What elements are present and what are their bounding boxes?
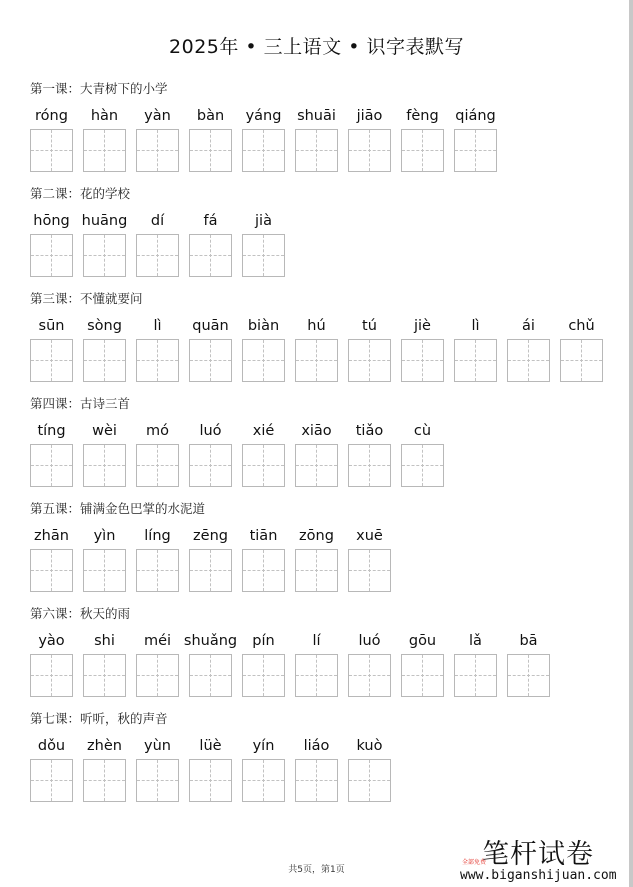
pinyin-label: lì <box>153 318 162 334</box>
pinyin-label: huāng <box>81 213 128 229</box>
tianzige-writing-box[interactable] <box>83 654 126 697</box>
tianzige-writing-box[interactable] <box>30 339 73 382</box>
tianzige-writing-box[interactable] <box>189 759 232 802</box>
pinyin-label: bàn <box>196 108 225 124</box>
tianzige-writing-box[interactable] <box>454 129 497 172</box>
tianzige-writing-box[interactable] <box>295 339 338 382</box>
pinyin-label: xiāo <box>301 423 332 439</box>
pinyin-label: dí <box>150 213 165 229</box>
tianzige-writing-box[interactable] <box>242 129 285 172</box>
tianzige-writing-box[interactable] <box>242 339 285 382</box>
grid-guide-vertical <box>528 340 529 381</box>
grid-guide-vertical <box>51 340 52 381</box>
tianzige-writing-box[interactable] <box>401 129 444 172</box>
grid-guide-vertical <box>104 655 105 696</box>
tianzige-writing-box[interactable] <box>83 234 126 277</box>
brand-url: www.biganshijuan.com <box>460 868 617 883</box>
lesson-section <box>30 80 496 178</box>
grid-guide-vertical <box>422 655 423 696</box>
grid-guide-vertical <box>157 445 158 486</box>
pinyin-label: biàn <box>247 318 280 334</box>
tianzige-writing-box[interactable] <box>295 444 338 487</box>
tianzige-writing-box[interactable] <box>189 339 232 382</box>
grid-guide-vertical <box>51 445 52 486</box>
pinyin-label: yàn <box>144 108 171 124</box>
brand-watermark <box>460 832 630 887</box>
tianzige-writing-box[interactable] <box>295 759 338 802</box>
pinyin-label: fèng <box>406 108 439 124</box>
tianzige-writing-box[interactable] <box>242 759 285 802</box>
pinyin-label: xié <box>252 423 275 439</box>
tianzige-writing-box[interactable] <box>136 339 179 382</box>
pinyin-label: luó <box>358 633 381 649</box>
grid-guide-vertical <box>263 550 264 591</box>
page-number: 共5页，第1页 <box>288 865 345 875</box>
pinyin-label: gōu <box>408 633 437 649</box>
tianzige-writing-box[interactable] <box>242 444 285 487</box>
tianzige-writing-box[interactable] <box>295 129 338 172</box>
tianzige-writing-box[interactable] <box>30 654 73 697</box>
grid-guide-vertical <box>528 655 529 696</box>
grid-guide-vertical <box>104 235 105 276</box>
tianzige-writing-box[interactable] <box>83 129 126 172</box>
tianzige-writing-box[interactable] <box>83 444 126 487</box>
grid-guide-vertical <box>210 340 211 381</box>
grid-guide-vertical <box>210 550 211 591</box>
tianzige-writing-box[interactable] <box>348 654 391 697</box>
pinyin-label: tiān <box>249 528 278 544</box>
grid-guide-vertical <box>51 760 52 801</box>
grid-guide-vertical <box>157 550 158 591</box>
grid-guide-vertical <box>369 760 370 801</box>
pinyin-label: yào <box>38 633 65 649</box>
grid-guide-vertical <box>157 340 158 381</box>
pinyin-label: jià <box>255 213 272 229</box>
grid-guide-vertical <box>316 760 317 801</box>
tianzige-writing-box[interactable] <box>242 654 285 697</box>
grid-guide-vertical <box>475 655 476 696</box>
lesson-heading: 第六课：秋天的雨 <box>30 606 131 621</box>
pinyin-label: yáng <box>245 108 282 124</box>
grid-guide-vertical <box>157 655 158 696</box>
lesson-heading: 第五课：铺满金色巴掌的水泥道 <box>30 501 206 516</box>
tianzige-writing-box[interactable] <box>189 549 232 592</box>
pinyin-label: zōng <box>299 528 334 544</box>
grid-guide-vertical <box>104 445 105 486</box>
lesson-section <box>30 605 538 703</box>
tianzige-writing-box[interactable] <box>401 444 444 487</box>
character-grid-row <box>30 518 383 598</box>
pinyin-label: wèi <box>92 423 117 439</box>
grid-guide-vertical <box>316 655 317 696</box>
pinyin-label: fá <box>203 213 218 229</box>
grid-guide-vertical <box>369 550 370 591</box>
lesson-section <box>30 395 432 493</box>
tianzige-writing-box[interactable] <box>348 129 391 172</box>
tianzige-writing-box[interactable] <box>189 444 232 487</box>
tianzige-writing-box[interactable] <box>242 549 285 592</box>
tianzige-writing-box[interactable] <box>136 444 179 487</box>
grid-guide-vertical <box>157 235 158 276</box>
pinyin-label: zhèn <box>87 738 122 754</box>
pinyin-label: ái <box>522 318 535 334</box>
tianzige-writing-box[interactable] <box>348 759 391 802</box>
pinyin-label: líng <box>144 528 171 544</box>
pinyin-label: dǒu <box>37 738 66 754</box>
lesson-section <box>30 290 595 388</box>
grid-guide-vertical <box>104 130 105 171</box>
pinyin-label: pín <box>252 633 275 649</box>
pinyin-label: mó <box>146 423 169 439</box>
tianzige-writing-box[interactable] <box>83 759 126 802</box>
lesson-heading: 第三课：不懂就要问 <box>30 291 143 306</box>
grid-guide-vertical <box>316 340 317 381</box>
grid-guide-vertical <box>51 550 52 591</box>
grid-guide-vertical <box>422 340 423 381</box>
pinyin-label: sūn <box>38 318 65 334</box>
tianzige-writing-box[interactable] <box>30 444 73 487</box>
pinyin-label: zēng <box>193 528 228 544</box>
grid-guide-vertical <box>51 130 52 171</box>
lesson-heading: 第七课：听听，秋的声音 <box>30 711 168 726</box>
grid-guide-vertical <box>263 235 264 276</box>
pinyin-label: róng <box>35 108 68 124</box>
grid-guide-vertical <box>51 655 52 696</box>
tianzige-writing-box[interactable] <box>136 549 179 592</box>
pinyin-label: quān <box>192 318 229 334</box>
grid-guide-vertical <box>104 550 105 591</box>
pinyin-label: méi <box>143 633 172 649</box>
pinyin-label: xuē <box>356 528 383 544</box>
pinyin-label: sòng <box>87 318 122 334</box>
pinyin-label: lì <box>471 318 480 334</box>
grid-guide-vertical <box>157 760 158 801</box>
tianzige-writing-box[interactable] <box>348 339 391 382</box>
grid-guide-vertical <box>581 340 582 381</box>
character-grid-row <box>30 728 383 808</box>
tianzige-writing-box[interactable] <box>30 549 73 592</box>
grid-guide-vertical <box>316 445 317 486</box>
pinyin-label: liáo <box>303 738 330 754</box>
grid-guide-vertical <box>210 130 211 171</box>
pinyin-label: hōng <box>33 213 70 229</box>
pinyin-label: luó <box>199 423 222 439</box>
tianzige-writing-box[interactable] <box>560 339 603 382</box>
lesson-section <box>30 710 383 808</box>
grid-guide-vertical <box>157 130 158 171</box>
pinyin-label: zhān <box>34 528 69 544</box>
grid-guide-vertical <box>263 340 264 381</box>
pinyin-label: hàn <box>90 108 119 124</box>
grid-guide-vertical <box>210 655 211 696</box>
tianzige-writing-box[interactable] <box>242 234 285 277</box>
tianzige-writing-box[interactable] <box>401 654 444 697</box>
grid-guide-vertical <box>210 760 211 801</box>
grid-guide-vertical <box>263 445 264 486</box>
lesson-section <box>30 185 272 283</box>
grid-guide-vertical <box>369 340 370 381</box>
grid-guide-vertical <box>263 130 264 171</box>
tianzige-writing-box[interactable] <box>30 234 73 277</box>
grid-guide-vertical <box>369 130 370 171</box>
grid-guide-vertical <box>210 445 211 486</box>
lesson-section <box>30 500 383 598</box>
pinyin-label: yìn <box>93 528 116 544</box>
grid-guide-vertical <box>263 655 264 696</box>
tianzige-writing-box[interactable] <box>83 549 126 592</box>
pinyin-label: qiáng <box>455 108 496 124</box>
pinyin-label: yùn <box>144 738 171 754</box>
tianzige-writing-box[interactable] <box>136 234 179 277</box>
grid-guide-vertical <box>475 130 476 171</box>
grid-guide-vertical <box>422 445 423 486</box>
tianzige-writing-box[interactable] <box>295 654 338 697</box>
tianzige-writing-box[interactable] <box>189 654 232 697</box>
pinyin-label: yín <box>252 738 275 754</box>
tianzige-writing-box[interactable] <box>83 339 126 382</box>
pinyin-label: kuò <box>356 738 383 754</box>
tianzige-writing-box[interactable] <box>507 339 550 382</box>
tianzige-writing-box[interactable] <box>295 549 338 592</box>
tianzige-writing-box[interactable] <box>454 654 497 697</box>
character-grid-row <box>30 308 595 388</box>
tianzige-writing-box[interactable] <box>136 759 179 802</box>
grid-guide-vertical <box>316 550 317 591</box>
lesson-heading: 第四课：古诗三首 <box>30 396 131 411</box>
pinyin-label: tíng <box>37 423 66 439</box>
page-title: 2025年 • 三上语文 • 识字表默写 <box>169 36 464 58</box>
pinyin-label: bā <box>519 633 538 649</box>
tianzige-writing-box[interactable] <box>30 129 73 172</box>
brand-badge: 全部免费 <box>462 859 487 866</box>
character-grid-row <box>30 98 496 178</box>
grid-guide-vertical <box>104 340 105 381</box>
character-grid-row <box>30 623 538 703</box>
grid-guide-vertical <box>104 760 105 801</box>
tianzige-writing-box[interactable] <box>30 759 73 802</box>
lesson-heading: 第二课：花的学校 <box>30 186 131 201</box>
tianzige-writing-box[interactable] <box>348 549 391 592</box>
pinyin-label: jiè <box>414 318 431 334</box>
tianzige-writing-box[interactable] <box>348 444 391 487</box>
tianzige-writing-box[interactable] <box>189 129 232 172</box>
character-grid-row <box>30 203 272 283</box>
pinyin-label: chǔ <box>568 318 595 334</box>
tianzige-writing-box[interactable] <box>189 234 232 277</box>
grid-guide-vertical <box>369 655 370 696</box>
pinyin-label: shuǎng <box>183 633 238 649</box>
grid-guide-vertical <box>475 340 476 381</box>
pinyin-label: shi <box>94 633 115 649</box>
page-right-border <box>629 0 633 887</box>
tianzige-writing-box[interactable] <box>454 339 497 382</box>
pinyin-label: lí <box>312 633 321 649</box>
grid-guide-vertical <box>263 760 264 801</box>
brand-name: 笔杆试卷 <box>482 839 594 870</box>
tianzige-writing-box[interactable] <box>136 654 179 697</box>
character-grid-row <box>30 413 432 493</box>
pinyin-label: cù <box>413 423 432 439</box>
grid-guide-vertical <box>316 130 317 171</box>
pinyin-label: lüè <box>199 738 222 754</box>
grid-guide-vertical <box>210 235 211 276</box>
grid-guide-vertical <box>51 235 52 276</box>
pinyin-label: jiāo <box>356 108 383 124</box>
pinyin-label: tú <box>362 318 377 334</box>
lesson-heading: 第一课：大青树下的小学 <box>30 81 168 96</box>
pinyin-label: shuāi <box>297 108 336 124</box>
pinyin-label: hú <box>307 318 326 334</box>
pinyin-label: lǎ <box>469 633 482 649</box>
pinyin-label: tiǎo <box>355 423 384 439</box>
tianzige-writing-box[interactable] <box>136 129 179 172</box>
tianzige-writing-box[interactable] <box>507 654 550 697</box>
grid-guide-vertical <box>422 130 423 171</box>
tianzige-writing-box[interactable] <box>401 339 444 382</box>
grid-guide-vertical <box>369 445 370 486</box>
